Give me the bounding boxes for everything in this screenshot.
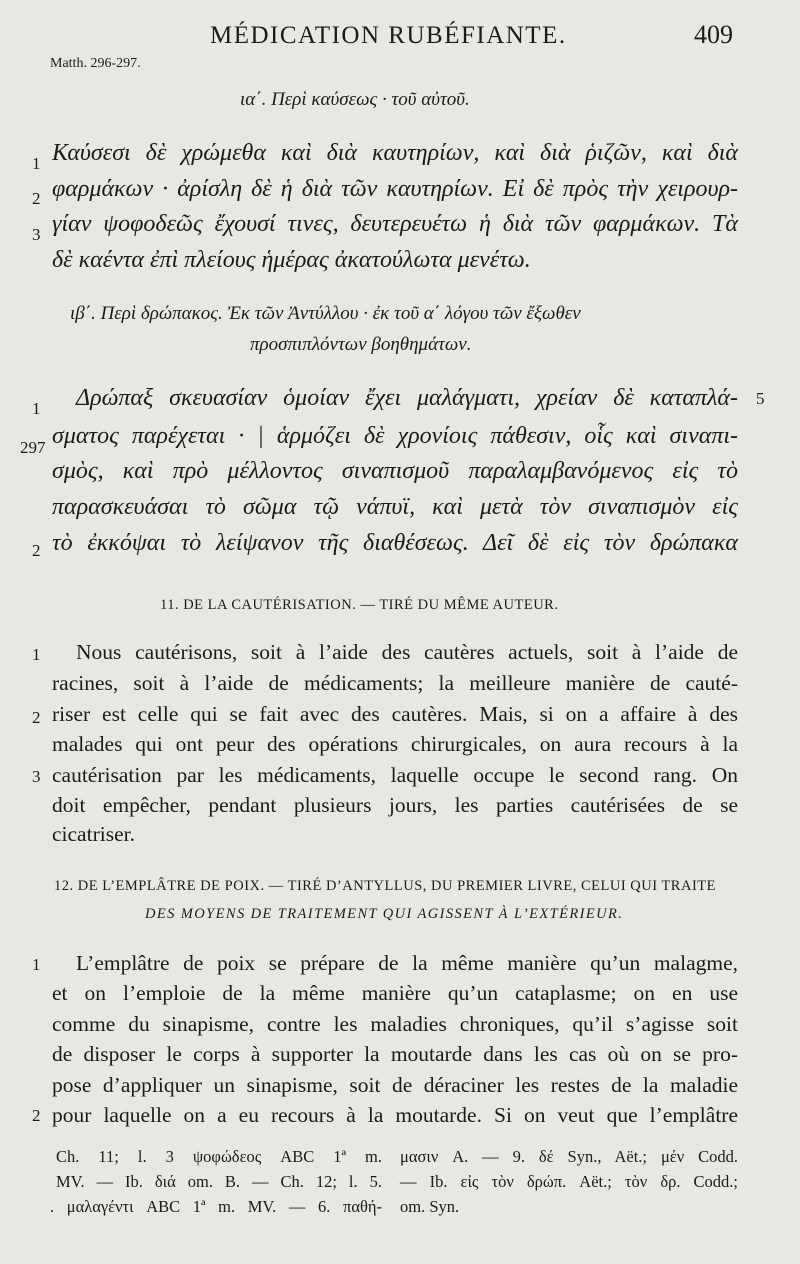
greek-line: Καύσεσι δὲ χρώμεθα καὶ διὰ καυτηρίων, καὶ διὰ ῥιζῶν, καὶ διὰ (52, 140, 738, 166)
french-line: malades qui ont peur des opérations chirurgicales, on aura recours à la (52, 732, 738, 756)
french-line: riser est celle qui se fait avec des cautères. Mais, si on a affaire à des (52, 702, 738, 726)
greek-line: τὸ ἐκκόψαι τὸ λείψανον τῆς διαθέσεως. Δεῖ δὲ εἰς τὸν δρώπακα (52, 530, 738, 556)
note-left-line: . μαλαγέντι ABC 1ª m. MV. — 6. παθή- (50, 1197, 382, 1216)
line-number: 1 (32, 645, 41, 664)
french-line: Nous cautérisons, soit à l’aide des cautères actuels, soit à l’aide de (76, 640, 738, 664)
note-right-line: om. Syn. (400, 1197, 460, 1216)
line-number: 1 (32, 154, 41, 173)
greek-chapter-12-title-cont: προσπιπλόντων βοηθημάτων. (250, 334, 472, 355)
line-number: 1 (32, 955, 41, 974)
note-left-line: Ch. 11; l. 3 ψοφώδεος ABC 1ª m. (56, 1147, 382, 1166)
line-number: 3 (32, 767, 41, 786)
line-number: 2 (32, 1106, 41, 1125)
line-number: 2 (32, 189, 41, 208)
french-line: L’emplâtre de poix se prépare de la même manière qu’un malagme, (76, 951, 738, 975)
note-right-line: — Ib. εἰς τὸν δρώπ. Aët.; τὸν δρ. Codd.; (400, 1172, 738, 1191)
greek-line: δὲ καέντα ἐπὶ πλείους ἡμέρας ἀκατούλωτα μενέτω. (52, 247, 531, 273)
french-chapter-12-title-cont: DES MOYENS DE TRAITEMENT QUI AGISSENT À L’EXTÉRIEUR. (145, 906, 624, 922)
greek-line: παρασκευάσαι τὸ σῶμα τῷ νάπυϊ, καὶ μετὰ τὸν σιναπισμὸν εἰς (52, 494, 738, 520)
page-number: 409 (694, 20, 733, 49)
greek-line: Δρώπαξ σκευασίαν ὁμοίαν ἔχει μαλάγματι, χρείαν δὲ καταπλά- (76, 385, 738, 411)
line-number: 3 (32, 225, 41, 244)
french-line: de disposer le corps à supporter la moutarde dans les cas où on se pro- (52, 1042, 738, 1066)
french-line: pose d’appliquer un sinapisme, soit de déraciner les restes de la maladie (52, 1073, 738, 1097)
note-right-line: μασιν A. — 9. δέ Syn., Aët.; μέν Codd. (400, 1147, 738, 1166)
note-left-line: MV. — Ib. διά om. B. — Ch. 12; l. 5. (56, 1172, 382, 1191)
french-line: doit empêcher, pendant plusieurs jours, les parties cautérisées de se (52, 793, 738, 817)
french-line: cicatriser. (52, 822, 135, 846)
greek-line: σματος παρέχεται · | ἁρμόζει δὲ χρονίοις πάθεσιν, οἷς καὶ σιναπι- (52, 423, 738, 449)
french-line: comme du sinapisme, contre les maladies chroniques, qu’il s’agisse soit (52, 1012, 738, 1036)
french-line: et on l’emploie de la même manière qu’un cataplasme; on en use (52, 981, 738, 1005)
french-chapter-11-title: 11. DE LA CAUTÉRISATION. — TIRÉ DU MÊME AUTEUR. (160, 597, 559, 613)
source-reference: Matth. 296-297. (50, 56, 141, 71)
line-number: 2 (32, 541, 41, 560)
greek-line: γίαν ψοφοδεῶς ἔχουσί τινες, δευτερευέτω ἡ διὰ τῶν φαρμάκων. Τὰ (52, 211, 738, 237)
line-number: 1 (32, 399, 41, 418)
margin-page-number: 297 (20, 438, 46, 457)
line-number: 2 (32, 708, 41, 727)
french-line: cautérisation par les médicaments, laquelle occupe le second rang. On (52, 763, 738, 787)
french-line: pour laquelle on a eu recours à la moutarde. Si on veut que l’emplâtre (52, 1103, 738, 1127)
running-title: MÉDICATION RUBÉFIANTE. (210, 22, 567, 49)
greek-line: φαρμάκων · ἀρίσλη δὲ ἡ διὰ τῶν καυτηρίων. Εἰ δὲ πρὸς τὴν χειρουρ- (52, 176, 738, 202)
greek-chapter-11-title: ια΄. Περὶ καύσεως · τοῦ αὐτοῦ. (240, 89, 470, 110)
margin-line-number: 5 (756, 389, 765, 408)
greek-line: σμὸς, καὶ πρὸ μέλλοντος σιναπισμοῦ παραλαμβανόμενος εἰς τὸ (52, 458, 738, 484)
greek-chapter-12-title: ιβ΄. Περὶ δρώπακος. Ἐκ τῶν Ἀντύλλου · ἐκ τοῦ α΄ λόγου τῶν ἔξωθεν (70, 303, 581, 324)
french-chapter-12-title: 12. DE L’EMPLÂTRE DE POIX. — TIRÉ D’ANTYLLUS, DU PREMIER LIVRE, CELUI QUI TRAITE (54, 878, 716, 894)
french-line: racines, soit à l’aide de médicaments; la meilleure manière de cauté- (52, 671, 738, 695)
